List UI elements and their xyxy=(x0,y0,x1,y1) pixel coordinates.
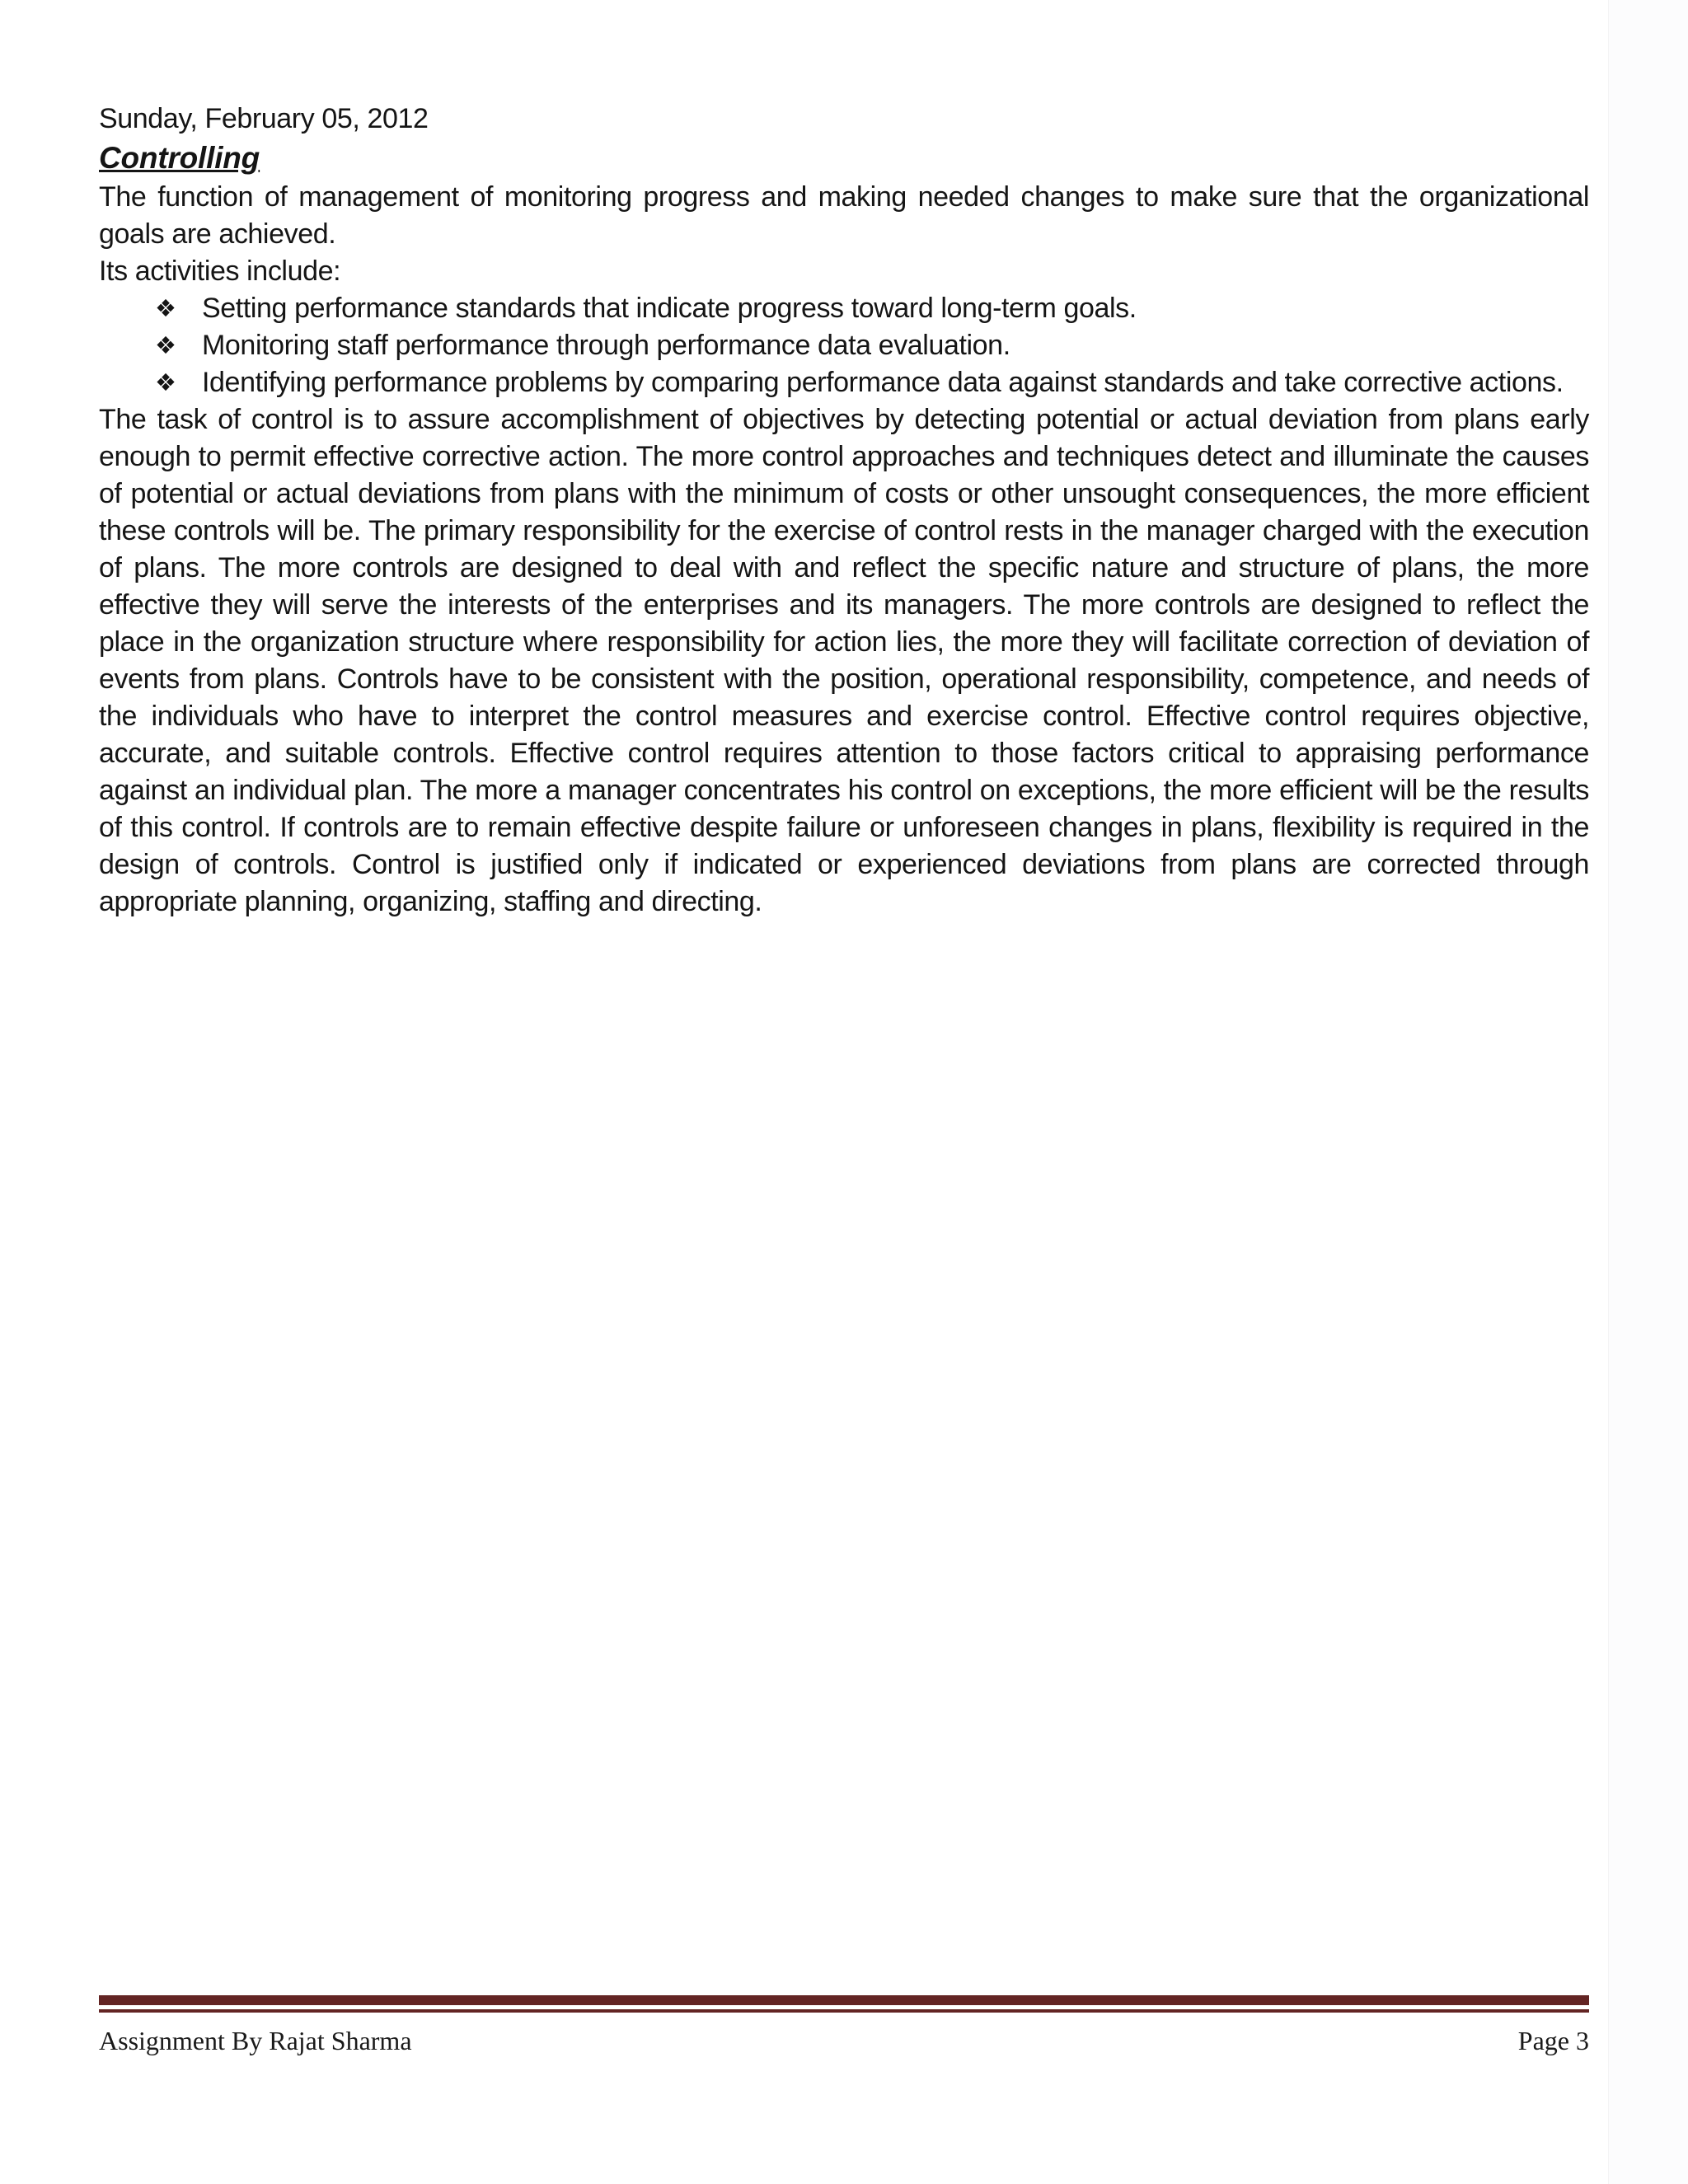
intro-paragraph: The function of management of monitoring progress and making needed changes to make sure that the organizational goals are achieved. xyxy=(99,181,1589,250)
list-item xyxy=(99,327,1589,364)
footer-text-row xyxy=(99,2023,1589,2058)
footer-author: Assignment By Rajat Sharma xyxy=(99,2026,412,2055)
list-item xyxy=(99,290,1589,327)
list-item xyxy=(99,364,1589,401)
main-paragraph: The task of control is to assure accomplishment of objectives by detecting potential or actual deviation from plans early enough to permit effective corrective action. The more control approaches and techniques detect and illuminate the causes of potential or actual deviations from plans with the minimum of costs or other unsought consequences, the more efficient these controls will be. The primary responsibility for the exercise of control rests in the manager charged with the execution of plans. The more controls are designed to deal with and reflect the specific nature and structure of plans, the more effective they will serve the interests of the enterprises and its managers. The more controls are designed to reflect the place in the organization structure where responsibility for action lies, the more they will facilitate correction of deviation of events from plans. Controls have to be consistent with the position, operational responsibility, competence, and needs of the individuals who have to interpret the control measures and exercise control. Effective control requires objective, accurate, and suitable controls. Effective control requires attention to those factors critical to appraising performance against an individual plan. The more a manager concentrates his control on exceptions, the more efficient will be the results of this control. If controls are to remain effective despite failure or unforeseen changes in plans, flexibility is required in the design of controls. Control is justified only if indicated or experienced deviations from plans are corrected through appropriate planning, organizing, staffing and directing. xyxy=(99,404,1589,917)
footer-rule-thin xyxy=(99,2009,1589,2013)
activities-label: Its activities include: xyxy=(99,255,341,287)
date-line: Sunday, February 05, 2012 xyxy=(99,103,429,134)
diamond-bullet-icon: ❖ xyxy=(155,331,176,359)
footer-rule-thick xyxy=(99,1995,1589,2005)
list-item-text: Identifying performance problems by comparing performance data against standards and take corrective actions. xyxy=(202,367,1564,398)
diamond-bullet-icon: ❖ xyxy=(155,368,176,396)
page-footer xyxy=(99,1995,1589,2058)
page-edge xyxy=(1608,0,1688,2184)
document-content xyxy=(99,101,1589,921)
footer-page-number: Page 3 xyxy=(1517,2026,1589,2055)
diamond-bullet-icon: ❖ xyxy=(155,294,176,322)
section-heading: Controlling xyxy=(99,141,260,175)
list-item-text: Monitoring staff performance through performance data evaluation. xyxy=(202,330,1010,361)
activities-list xyxy=(99,290,1589,401)
list-item-text: Setting performance standards that indicate progress toward long-term goals. xyxy=(202,293,1137,324)
